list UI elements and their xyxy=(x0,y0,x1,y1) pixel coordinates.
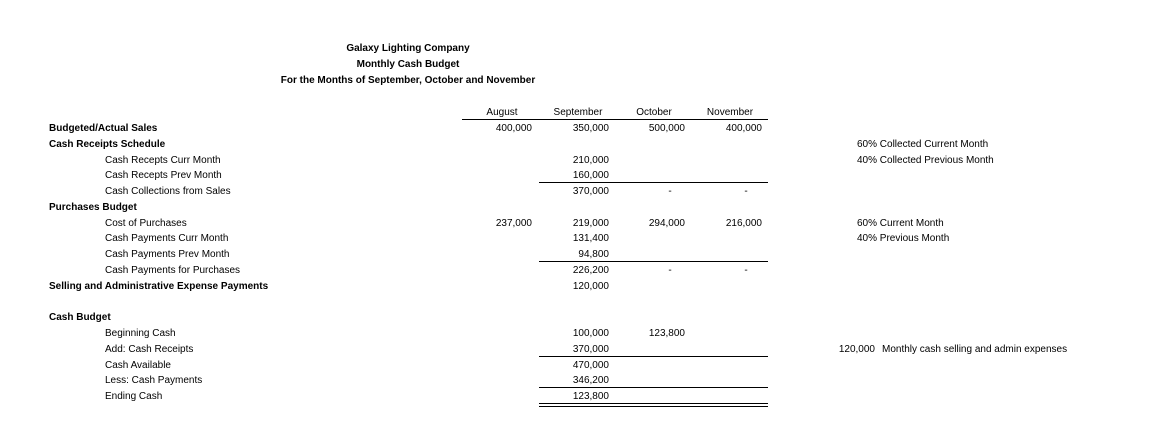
sales-label: Budgeted/Actual Sales xyxy=(49,123,158,134)
receipts-subtotal-line xyxy=(539,182,768,183)
payments-prev-label: Cash Payments Prev Month xyxy=(105,249,230,260)
report-period: For the Months of September, October and November xyxy=(280,75,536,86)
header-september: September xyxy=(553,107,603,118)
sales-november: 400,000 xyxy=(725,123,762,134)
report-title: Monthly Cash Budget xyxy=(356,59,460,70)
receipts-total-label: Cash Collections from Sales xyxy=(105,186,231,197)
cost-october: 294,000 xyxy=(648,218,685,229)
sga-label: Selling and Administrative Expense Payments xyxy=(49,281,269,292)
receipts-note-current: 60% Collected Current Month xyxy=(857,139,989,150)
receipts-curr-label: Cash Recepts Curr Month xyxy=(105,155,221,166)
payments-prev-september: 94,800 xyxy=(578,249,609,260)
receipts-curr-september: 210,000 xyxy=(572,155,609,166)
payments-subtotal-line xyxy=(539,261,768,262)
payments-total-october: - xyxy=(668,265,672,276)
sales-august: 400,000 xyxy=(495,123,532,134)
sga-note-text: Monthly cash selling and admin expenses xyxy=(882,344,1068,355)
cash-budget-label: Cash Budget xyxy=(49,312,111,323)
receipts-prev-label: Cash Recepts Prev Month xyxy=(105,170,222,181)
beginning-cash-label: Beginning Cash xyxy=(105,328,176,339)
cash-payments-september: 346,200 xyxy=(572,375,609,386)
sga-note-value: 120,000 xyxy=(838,344,875,355)
payments-note-previous: 40% Previous Month xyxy=(857,233,950,244)
receipts-total-october: - xyxy=(668,186,672,197)
purchases-label: Purchases Budget xyxy=(49,202,137,213)
cash-available-label: Cash Available xyxy=(105,360,171,371)
header-october: October xyxy=(636,107,672,118)
payments-total-november: - xyxy=(744,265,748,276)
payments-total-september: 226,200 xyxy=(572,265,609,276)
cash-payments-label: Less: Cash Payments xyxy=(105,375,203,386)
company-name: Galaxy Lighting Company xyxy=(346,43,470,54)
receipts-note-previous: 40% Collected Previous Month xyxy=(857,155,994,166)
header-august: August xyxy=(486,107,518,118)
cash-available-line xyxy=(539,356,768,357)
cost-november: 216,000 xyxy=(725,218,762,229)
ending-cash-double-underline xyxy=(539,403,768,407)
payments-note-current: 60% Current Month xyxy=(857,218,944,229)
ending-cash-line xyxy=(539,387,768,388)
ending-cash-september: 123,800 xyxy=(572,391,609,402)
payments-curr-september: 131,400 xyxy=(572,233,609,244)
sga-september: 120,000 xyxy=(572,281,609,292)
payments-curr-label: Cash Payments Curr Month xyxy=(105,233,229,244)
beginning-cash-october: 123,800 xyxy=(648,328,685,339)
receipts-total-november: - xyxy=(744,186,748,197)
payments-total-label: Cash Payments for Purchases xyxy=(105,265,241,276)
header-november: November xyxy=(706,107,754,118)
cash-receipts-label: Cash Receipts Schedule xyxy=(49,139,166,150)
cost-of-purchases-label: Cost of Purchases xyxy=(105,218,187,229)
cash-available-september: 470,000 xyxy=(572,360,609,371)
beginning-cash-september: 100,000 xyxy=(572,328,609,339)
header-underline xyxy=(462,119,768,120)
receipts-prev-september: 160,000 xyxy=(572,170,609,181)
cost-september: 219,000 xyxy=(572,218,609,229)
ending-cash-label: Ending Cash xyxy=(105,391,163,402)
cost-august: 237,000 xyxy=(495,218,532,229)
cash-receipts-september: 370,000 xyxy=(572,344,609,355)
sales-october: 500,000 xyxy=(648,123,685,134)
sales-september: 350,000 xyxy=(572,123,609,134)
receipts-total-september: 370,000 xyxy=(572,186,609,197)
cash-receipts-row-label: Add: Cash Receipts xyxy=(105,344,194,355)
